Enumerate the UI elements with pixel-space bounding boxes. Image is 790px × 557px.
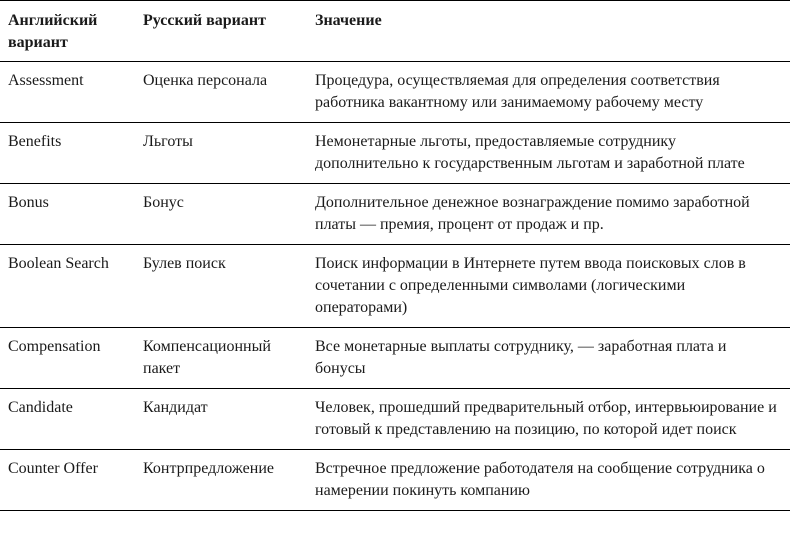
ru-term-cell: Бонус xyxy=(143,194,184,211)
en-term-cell: Assessment xyxy=(8,72,84,89)
table-row xyxy=(0,184,790,245)
ru-term-cell: Кандидат xyxy=(143,399,208,416)
ru-term-cell: Оценка персонала xyxy=(143,72,268,89)
table-row xyxy=(0,328,790,389)
column-header-russian-variant: Русский вариант xyxy=(143,12,266,29)
table-row xyxy=(0,389,790,450)
ru-term-cell: Булев поиск xyxy=(143,255,226,272)
column-header-english-variant: Английский вариант xyxy=(8,12,98,51)
table-row xyxy=(0,245,790,328)
en-term-cell: Counter Offer xyxy=(8,460,98,477)
meaning-cell: Немонетарные льготы, предоставляемые сотруднику дополнительно к государственным льготам и заработной плате xyxy=(315,133,745,172)
en-term-cell: Candidate xyxy=(8,399,73,416)
ru-term-cell: Льготы xyxy=(143,133,193,150)
meaning-cell: Встречное предложение работодателя на сообщение сотрудника о намерении покинуть компанию xyxy=(315,460,765,499)
en-term-cell: Bonus xyxy=(8,194,49,211)
meaning-cell: Дополнительное денежное вознаграждение помимо заработной платы — премия, процент от продаж и пр. xyxy=(315,194,750,233)
ru-term-cell: Компенсационный пакет xyxy=(143,338,271,377)
table-row xyxy=(0,123,790,184)
en-term-cell: Compensation xyxy=(8,338,101,355)
meaning-cell: Процедура, осуществляемая для определения соответствия работника вакантному или занимаемому рабочему месту xyxy=(315,72,720,111)
en-term-cell: Boolean Search xyxy=(8,255,109,272)
en-term-cell: Benefits xyxy=(8,133,62,150)
table-row xyxy=(0,62,790,123)
table-row xyxy=(0,450,790,511)
ru-term-cell: Контрпредложение xyxy=(143,460,274,477)
meaning-cell: Все монетарные выплаты сотруднику, — заработная плата и бонусы xyxy=(315,338,727,377)
meaning-cell: Человек, прошедший предварительный отбор, интервьюирование и готовый к представлению на позицию, по которой идет поиск xyxy=(315,399,777,438)
meaning-cell: Поиск информации в Интернете путем ввода поисковых слов в сочетании с определенными символами (логическими операторами) xyxy=(315,255,746,316)
column-header-meaning: Значение xyxy=(315,12,382,29)
header-row xyxy=(0,1,790,62)
